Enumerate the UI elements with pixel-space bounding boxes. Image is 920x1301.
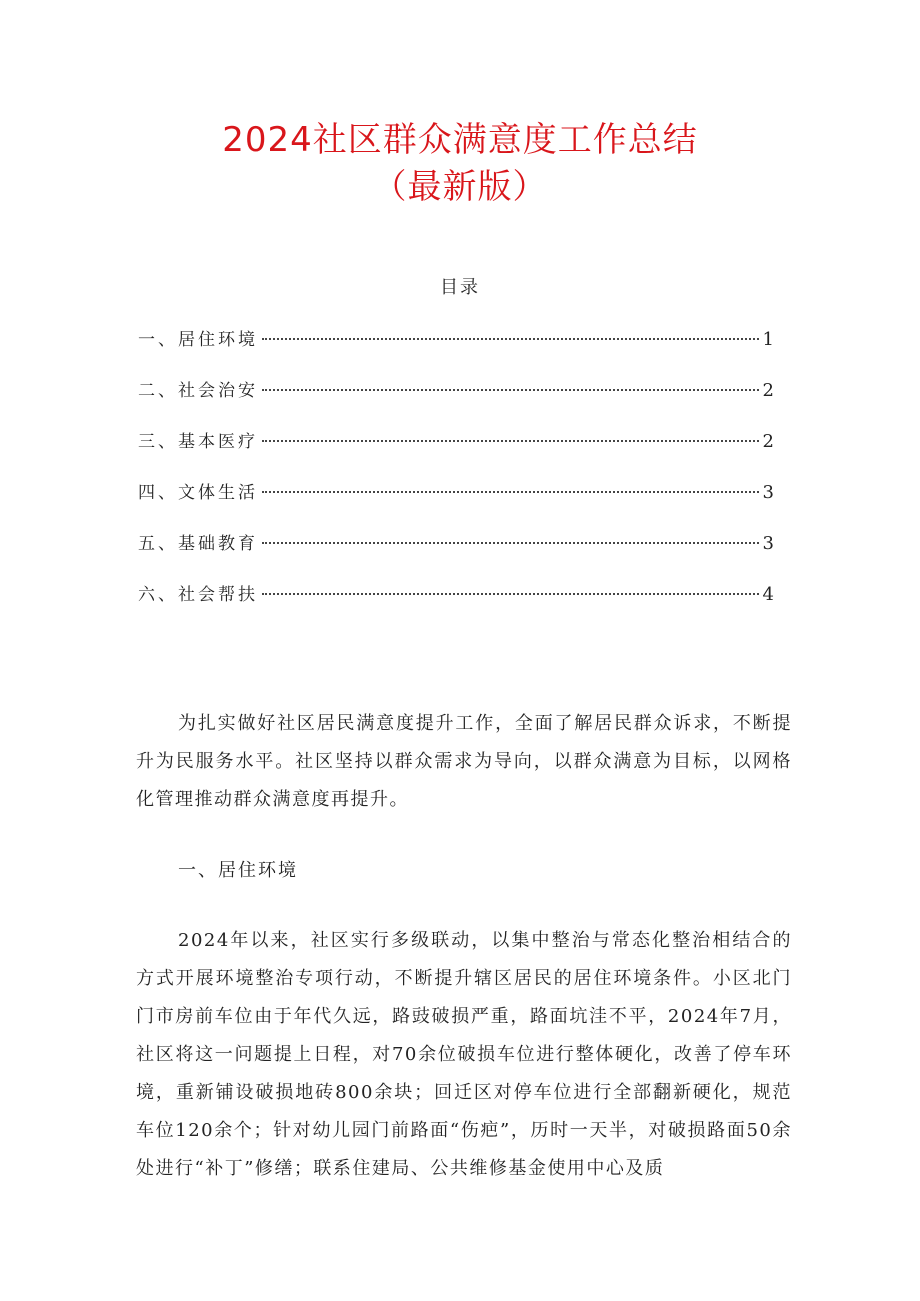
- document-title: 2024社区群众满意度工作总结: [222, 120, 698, 160]
- toc-entry[interactable]: [138, 531, 774, 582]
- toc-leader-dots: [262, 542, 759, 544]
- section-paragraph-living-environment: 2024年以来，社区实行多级联动，以集中整治与常态化整治相结合的方式开展环境整治专项行动，不断提升辖区居民的居住环境条件。小区北门门市房前车位由于年代久远，路豉破损严重，路面坑洼不平，2024年7月，社区将这一问题提上日程，对70余位破损车位进行整体硬化，改善了停车环境，重新铺设破损地砖800余块；回迁区对停车位进行全部翻新硬化，规范车位120余个；针对幼儿园门前路面“伤疤”，历时一天半，对破损路面50余处进行“补丁”修缮；联系住建局、公共维修基金使用中心及质: [136, 930, 792, 1179]
- toc-entry-label: 三、基本医疗: [138, 432, 258, 452]
- toc-entry[interactable]: [138, 378, 774, 429]
- toc-leader-dots: [262, 389, 759, 391]
- document-subtitle: （最新版）: [372, 167, 548, 207]
- toc-entry-label: 六、社会帮扶: [138, 585, 258, 605]
- toc-entry-page: 2: [762, 380, 774, 401]
- toc-entry[interactable]: [138, 327, 774, 378]
- toc-entry[interactable]: [138, 429, 774, 480]
- toc-leader-dots: [262, 440, 759, 442]
- toc-entry-label: 二、社会治安: [138, 381, 258, 401]
- table-of-contents: [138, 327, 774, 633]
- toc-leader-dots: [262, 593, 759, 595]
- toc-entry-page: 3: [762, 533, 774, 554]
- toc-entry-label: 五、基础教育: [138, 534, 258, 554]
- toc-entry-page: 4: [762, 584, 774, 605]
- toc-leader-dots: [262, 338, 759, 340]
- intro-paragraph: 为扎实做好社区居民满意度提升工作，全面了解居民群众诉求，不断提升为民服务水平。社区坚持以群众需求为导向，以群众满意为目标，以网格化管理推动群众满意度再提升。: [136, 713, 792, 810]
- toc-leader-dots: [262, 491, 759, 493]
- section-heading-living-environment: 一、居住环境: [178, 860, 298, 881]
- toc-entry[interactable]: [138, 582, 774, 633]
- toc-entry-page: 2: [762, 431, 774, 452]
- toc-entry-label: 四、文体生活: [138, 483, 258, 503]
- toc-heading: 目录: [440, 277, 480, 298]
- toc-entry[interactable]: [138, 480, 774, 531]
- toc-entry-page: 3: [762, 482, 774, 503]
- toc-entry-label: 一、居住环境: [138, 330, 258, 350]
- toc-entry-page: 1: [762, 329, 774, 350]
